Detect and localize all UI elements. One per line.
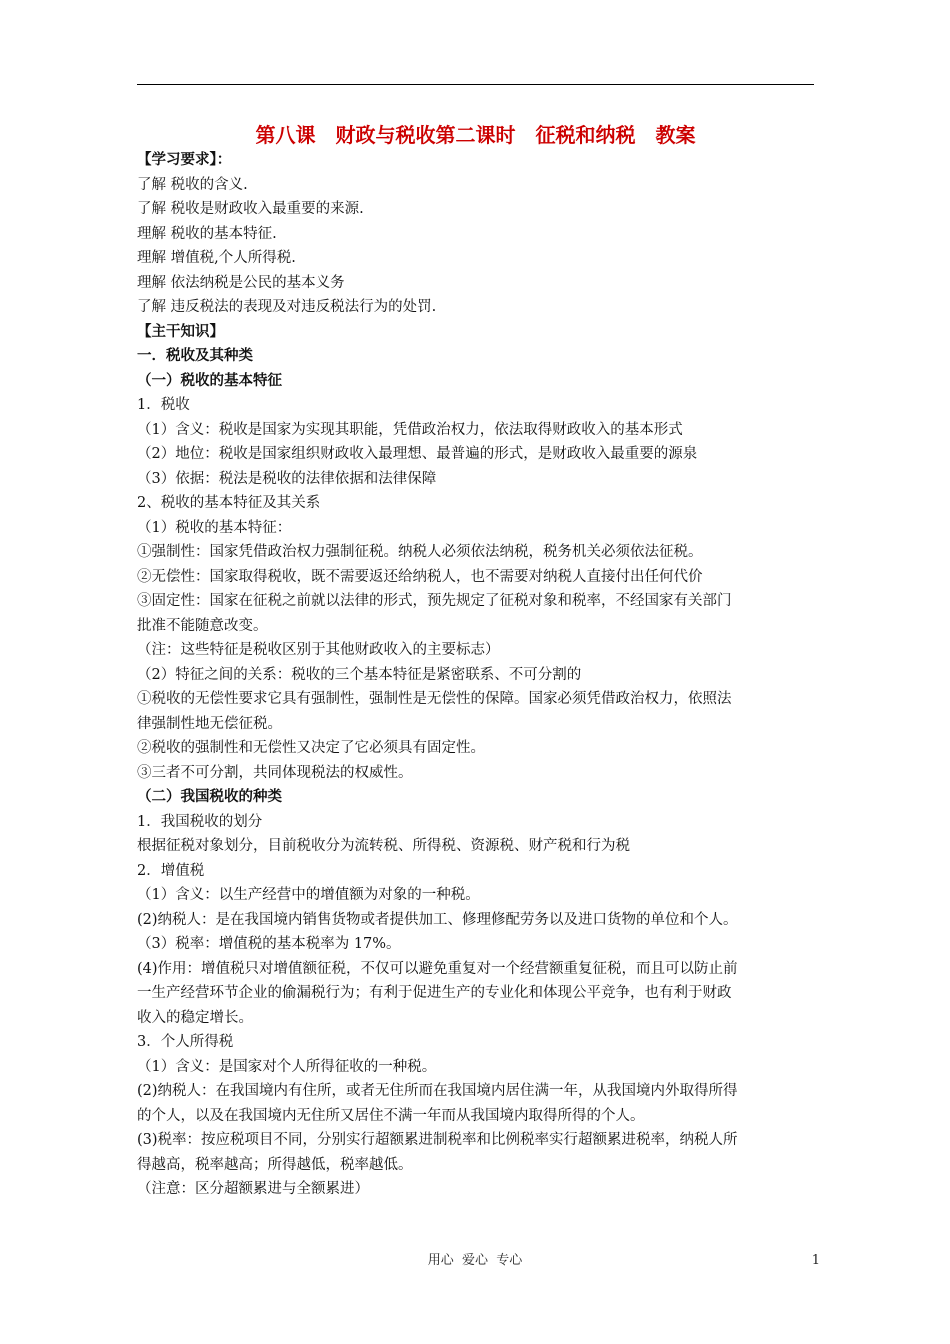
text-line: 理解 依法纳税是公民的基本义务 — [137, 274, 345, 291]
text-line: 2．增值税 — [137, 862, 205, 879]
text-line: 了解 税收是财政收入最重要的来源. — [137, 201, 364, 217]
text-line: 理解 增值税,个人所得税. — [137, 250, 296, 266]
text-line: 的个人，以及在我国境内无住所又居住不满一年而从我国境内取得所得的个人。 — [137, 1107, 645, 1124]
text-line: 2、税收的基本特征及其关系 — [137, 495, 321, 511]
footer-slogan: 用心 爱心 专心 — [427, 1253, 523, 1268]
section-heading: （二）我国税收的种类 — [137, 789, 282, 805]
text-line: （1）税收的基本特征： — [137, 519, 292, 536]
section-heading: 一．税收及其种类 — [137, 348, 253, 364]
header-rule — [137, 84, 814, 85]
text-line: 理解 税收的基本特征. — [137, 225, 277, 242]
text-line: 1．我国税收的划分 — [137, 813, 263, 830]
text-line: （1）含义：是国家对个人所得征收的一种税。 — [137, 1058, 437, 1075]
text-line: (4)作用：增值税只对增值额征税，不仅可以避免重复对一个经营额重复征税，而且可以防止前 — [137, 960, 738, 977]
text-line: 3．个人所得税 — [137, 1034, 234, 1050]
text-line: 一生产经营环节企业的偷漏税行为；有利于促进生产的专业化和体现公平竞争，也有利于财政 — [137, 985, 732, 1001]
section-heading: 【主干知识】 — [137, 323, 224, 340]
text-line: ③固定性：国家在征税之前就以法律的形式，预先规定了征税对象和税率，不经国家有关部门 — [137, 593, 732, 609]
text-line: 收入的稳定增长。 — [137, 1009, 253, 1026]
text-line: 根据征税对象划分，目前税收分为流转税、所得税、资源税、财产税和行为税 — [137, 838, 630, 854]
document-title: 第八课 财政与税收第二课时 征税和纳税 教案 — [255, 123, 696, 147]
text-line: 了解 违反税法的表现及对违反税法行为的处罚. — [137, 299, 437, 315]
text-line: ①税收的无偿性要求它具有强制性，强制性是无偿性的保障。国家必须凭借政治权力，依照法 — [137, 691, 732, 707]
text-line: 1．税收 — [137, 397, 190, 413]
text-line: 了解 税收的含义. — [137, 176, 248, 193]
text-line: (2)纳税人：是在我国境内销售货物或者提供加工、修理修配劳务以及进口货物的单位和个人。 — [137, 911, 738, 928]
text-line: ②无偿性：国家取得税收，既不需要返还给纳税人，也不需要对纳税人直接付出任何代价 — [137, 568, 703, 585]
section-heading: （一）税收的基本特征 — [137, 372, 282, 389]
text-line: （3）税率：增值税的基本税率为 17%。 — [137, 936, 401, 952]
text-line: ②税收的强制性和无偿性又决定了它必须具有固定性。 — [137, 740, 485, 756]
section-heading: 【学习要求】： — [137, 152, 232, 168]
text-line: （注：这些特征是税收区别于其他财政收入的主要标志） — [137, 642, 500, 658]
text-line: (2)纳税人：在我国境内有住所，或者无住所而在我国境内居住满一年，从我国境内外取得所得 — [137, 1083, 738, 1099]
text-line: ①强制性：国家凭借政治权力强制征税。纳税人必须依法纳税，税务机关必须依法征税。 — [137, 544, 703, 560]
text-line: 得越高，税率越高；所得越低，税率越低。 — [137, 1156, 413, 1173]
text-line: （2）地位：税收是国家组织财政收入最理想、最普遍的形式，是财政收入最重要的源泉 — [137, 446, 698, 462]
text-line: (3)税率：按应税项目不同，分别实行超额累进制税率和比例税率实行超额累进税率，纳税人所 — [137, 1132, 738, 1148]
text-line: ③三者不可分割，共同体现税法的权威性。 — [137, 764, 413, 781]
text-line: （注意：区分超额累进与全额累进） — [137, 1181, 369, 1197]
page-number: 1 — [811, 1253, 820, 1268]
text-line: （1）含义：税收是国家为实现其职能，凭借政治权力，依法取得财政收入的基本形式 — [137, 421, 683, 438]
text-line: （3）依据：税法是税收的法律依据和法律保障 — [137, 470, 437, 487]
text-line: （1）含义：以生产经营中的增值额为对象的一种税。 — [137, 887, 480, 903]
text-line: 律强制性地无偿征税。 — [137, 715, 282, 732]
text-line: 批准不能随意改变。 — [137, 617, 268, 634]
document-body — [137, 148, 817, 1202]
text-line: （2）特征之间的关系：税收的三个基本特征是紧密联系、不可分割的 — [137, 666, 582, 683]
